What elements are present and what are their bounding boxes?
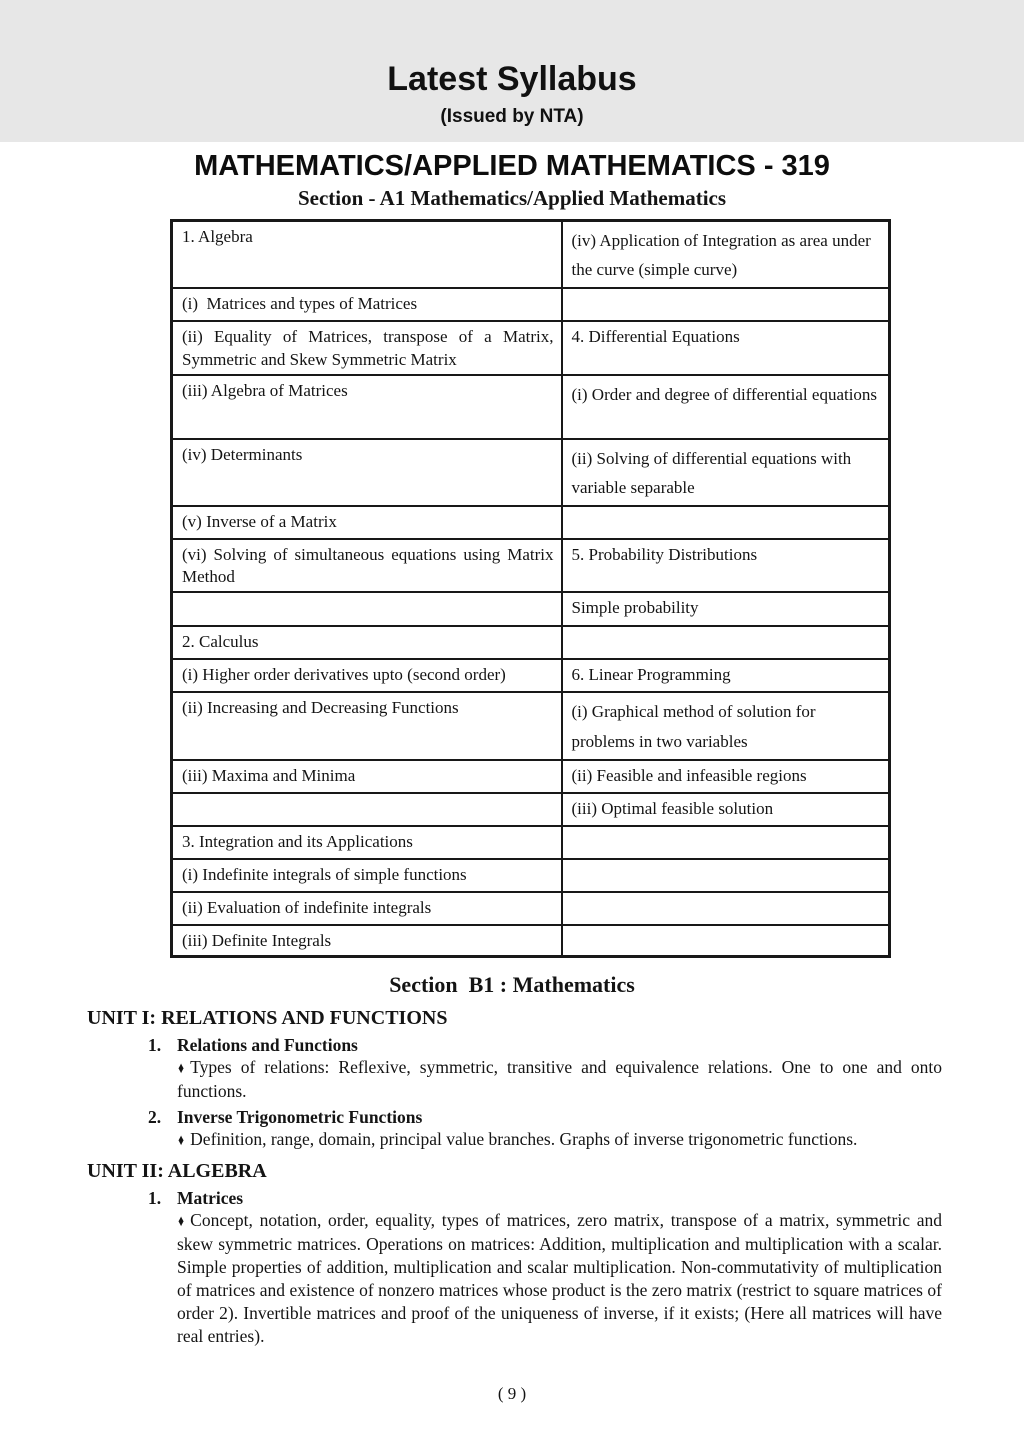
table-cell-right — [562, 925, 890, 957]
header-title: Latest Syllabus — [387, 60, 637, 98]
table-cell-left: (iii) Maxima and Minima — [172, 760, 562, 793]
table-row — [172, 506, 890, 539]
bullet-paragraph — [177, 1056, 942, 1103]
table-cell-right — [562, 859, 890, 892]
table-cell-right: (iii) Optimal feasible solution — [562, 793, 890, 826]
table-row — [172, 321, 890, 374]
table-row — [172, 793, 890, 826]
table-cell-left: (iii) Algebra of Matrices — [172, 375, 562, 439]
table-cell-left: (vi) Solving of simultaneous equations using Matrix Method — [172, 539, 562, 592]
list-item-head — [148, 1187, 942, 1209]
section-a1-heading: Section - A1 Mathematics/Applied Mathematics — [297, 186, 727, 210]
table-cell-right: (ii) Solving of differential equations with variable separable — [562, 439, 890, 506]
table-cell-right — [562, 288, 890, 321]
table-row — [172, 826, 890, 859]
table-cell-right — [562, 506, 890, 539]
table-row — [172, 692, 890, 759]
page-number: ( 9 ) — [497, 1384, 527, 1404]
table-cell-right: Simple probability — [562, 592, 890, 626]
table-cell-right — [562, 826, 890, 859]
table-row — [172, 288, 890, 321]
page-header-band — [0, 0, 1024, 142]
list-item-number: 2. — [148, 1107, 162, 1128]
table-row — [172, 659, 890, 692]
table-cell-right: (iv) Application of Integration as area under the curve (simple curve) — [562, 221, 890, 289]
syllabus-table — [170, 219, 891, 958]
table-cell-right: 5. Probability Distributions — [562, 539, 890, 592]
table-row — [172, 221, 890, 289]
list-item-title: Matrices — [177, 1188, 244, 1209]
table-cell-left: 3. Integration and its Applications — [172, 826, 562, 859]
unit-1-heading: UNIT I: RELATIONS AND FUNCTIONS — [87, 1007, 448, 1030]
table-row — [172, 859, 890, 892]
bullet-paragraph — [177, 1209, 942, 1348]
list-item-number: 1. — [148, 1035, 162, 1056]
table-cell-right — [562, 892, 890, 925]
table-cell-left: (ii) Evaluation of indefinite integrals — [172, 892, 562, 925]
table-cell-left — [172, 793, 562, 826]
table-cell-left: 1. Algebra — [172, 221, 562, 289]
unit-2-heading: UNIT II: ALGEBRA — [87, 1160, 267, 1183]
diamond-bullet-icon: ♦ — [178, 1213, 185, 1231]
list-item — [87, 1106, 942, 1152]
bullet-text: Types of relations: Reflexive, symmetric, transitive and equivalence relations. One to one and onto functions. — [177, 1057, 942, 1102]
table-cell-left: (iii) Definite Integrals — [172, 925, 562, 957]
table-cell-right: 6. Linear Programming — [562, 659, 890, 692]
table-cell-right: (i) Order and degree of differential equations — [562, 375, 890, 439]
list-item — [87, 1034, 942, 1103]
section-b1-content — [87, 1006, 942, 1348]
table-cell-right: (i) Graphical method of solution for problems in two variables — [562, 692, 890, 759]
table-cell-left: 2. Calculus — [172, 626, 562, 659]
table-cell-right — [562, 626, 890, 659]
table-cell-left: (i) Indefinite integrals of simple functions — [172, 859, 562, 892]
table-cell-left: (i) Matrices and types of Matrices — [172, 288, 562, 321]
table-cell-left — [172, 592, 562, 626]
diamond-bullet-icon: ♦ — [178, 1132, 185, 1150]
list-item-title: Relations and Functions — [177, 1035, 358, 1056]
bullet-text: Concept, notation, order, equality, types of matrices, zero matrix, transpose of a matrix, symmetric and skew symmetric matrices. Operations on matrices: Addition, multiplication and multiplication with a scalar. Simple properties of addition, multiplication and scalar multiplication. Non-commutativity of multiplication of matrices and existence of nonzero matrices whose product is the zero matrix (restrict to square matrices of order 2). Invertible matrices and proof of the uniqueness of inverse, if it exists; (Here all matrices will have real entries). — [177, 1210, 942, 1347]
table-cell-left: (ii) Increasing and Decreasing Functions — [172, 692, 562, 759]
table-cell-left: (ii) Equality of Matrices, transpose of a Matrix, Symmetric and Skew Symmetric Matrix — [172, 321, 562, 374]
table-row — [172, 439, 890, 506]
list-item-number: 1. — [148, 1188, 162, 1209]
list-item-head — [148, 1106, 942, 1128]
diamond-bullet-icon: ♦ — [178, 1060, 185, 1078]
list-item-head — [148, 1034, 942, 1056]
bullet-paragraph — [177, 1128, 942, 1152]
table-cell-left: (v) Inverse of a Matrix — [172, 506, 562, 539]
table-row — [172, 760, 890, 793]
table-cell-left: (i) Higher order derivatives upto (second order) — [172, 659, 562, 692]
table-row — [172, 539, 890, 592]
table-row — [172, 626, 890, 659]
table-row — [172, 592, 890, 626]
table-row — [172, 925, 890, 957]
table-row — [172, 375, 890, 439]
table-row — [172, 892, 890, 925]
list-item-title: Inverse Trigonometric Functions — [177, 1107, 423, 1128]
table-cell-left: (iv) Determinants — [172, 439, 562, 506]
bullet-text: Definition, range, domain, principal value branches. Graphs of inverse trigonometric functions. — [190, 1129, 858, 1150]
table-cell-right: (ii) Feasible and infeasible regions — [562, 760, 890, 793]
table-cell-right: 4. Differential Equations — [562, 321, 890, 374]
header-subtitle: (Issued by NTA) — [440, 106, 584, 127]
section-b1-heading: Section B1 : Mathematics — [389, 972, 635, 998]
doc-title: MATHEMATICS/APPLIED MATHEMATICS - 319 — [194, 150, 830, 182]
list-item — [87, 1187, 942, 1348]
